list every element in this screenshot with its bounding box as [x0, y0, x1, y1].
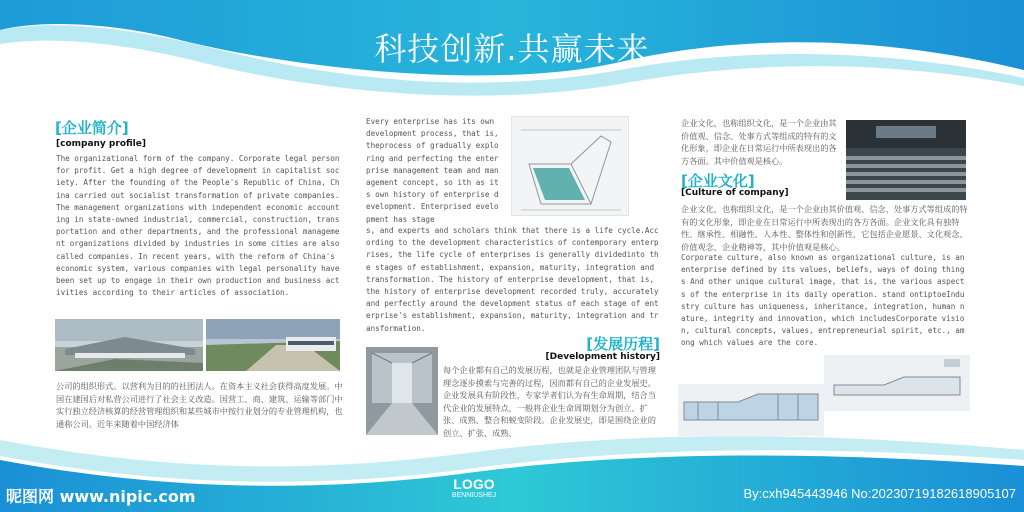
logo-subtitle: BENNIUSHEJ: [451, 492, 497, 499]
profile-body-zh: 公司的组织形式。以营利为目的的社团法人。在资本主义社会获得高度发展。中国在建国后对私营公司进行了社会主义改造。国营工、商、建筑、运输等部门中实行独立经济核算的经营管理组织和某些城市中按行业划分的专业管理机构，也通称公司。近年来随着中国经济体: [56, 381, 343, 429]
building-photo-2: [206, 319, 340, 371]
culture-body-zh: 企业文化，也称组织文化，是一个企业由其价值观、信念、处事方式等组成的特有的文化形象，即企业在日常运行中所表现出的各方各面。企业文化具有独特性、继承性、相融性、人本性、整体性和创新性，它包括企业愿景、文化观念、价值观念、企业精神等，其中价值观是核心。: [681, 204, 968, 252]
stairs-photo: [846, 120, 966, 200]
watermark-right: By:cxh945443946 No:20230719182618905107: [743, 486, 1016, 501]
building-photo-1: [55, 319, 203, 371]
middle-body-en-2: s, and experts and scholars think that there is a life cycle.According to the development characteristics of contemporary enterprises, the life cycle of enterprises is generally dividedinto the stages of establishment, expansion, maturity, integration and transformation. The history of enterprise development, that is, the history of enterprise development recorded truly, accurately and perfectly around the development status of each stage of enterprise's establishment, expansion, maturity, integration and transformation.: [366, 226, 659, 333]
history-body-zh: 每个企业都有自己的发展历程，也就是企业管理团队与管理理念逐步摸索与完善的过程，因而都有自己的企业发展史。企业发展具有阶段性，专家学者们认为有生命周期，结合当代企业的发展特点，一般将企业生命周期划分为创立、扩张、成熟、整合和蜕变阶段。企业发展史，即是围绕企业的创立、扩张、成熟、: [443, 365, 656, 438]
history-title: [发展历程]: [586, 335, 660, 353]
culture-body-en: Corporate culture, also known as organizational culture, is an enterprise defined by its values, beliefs, ways of doing things And other unique cultural image, that is, the various aspects of the enterprise in its daily operation. stand ontiptoeIndustry culture has uniqueness, inheritance, integration, human nature, integrity and innovation, which includesCorporate vision, cultural concepts, values, entrepreneurial spirit, etc., among which values are the core.: [681, 253, 965, 348]
profile-body-en: The organizational form of the company. Corporate legal person for profit. Get a high degree of development in capitalist society. After the founding of the People's Republic of China, China carried out socialist transformation of private companies. The management organizations with independent economic accounting in state-owned industrial, commercial, construction, transportation and other departments, and the professional management organizations divided by industries in some cities are also called companies. In recent years, with the reform of China's economic system, various companies with legal personality have been set up to engage in their own production and business activities according to their articles of association.: [56, 154, 340, 298]
culture-title: [企业文化]: [681, 172, 755, 190]
profile-subtitle: [company profile]: [56, 139, 146, 149]
culture-intro-zh: 企业文化，也称组织文化，是一个企业由其价值观、信念、处事方式等组成的特有的文化形象，即企业在日常运行中所表现出的各方各面。其中价值观是核心。: [681, 118, 837, 166]
profile-title: [企业简介]: [55, 119, 129, 137]
culture-subtitle: [Culture of company]: [681, 188, 789, 198]
middle-body-en-1: Every enterprise has its own development process, that is, theprocess of gradually exploring and perfecting the enterprise management team and management concept, so ith as its own history of enterprise development. Enterprised evelopment has stage: [366, 117, 499, 224]
floor-plan-image: [511, 116, 629, 216]
elevation-drawing-1: [824, 355, 970, 411]
page-title: 科技创新.共赢未来: [374, 30, 650, 68]
logo: LOGO: [453, 476, 495, 492]
watermark-left: 昵图网 www.nipic.com: [6, 487, 196, 506]
history-subtitle: [Development history]: [545, 352, 660, 362]
